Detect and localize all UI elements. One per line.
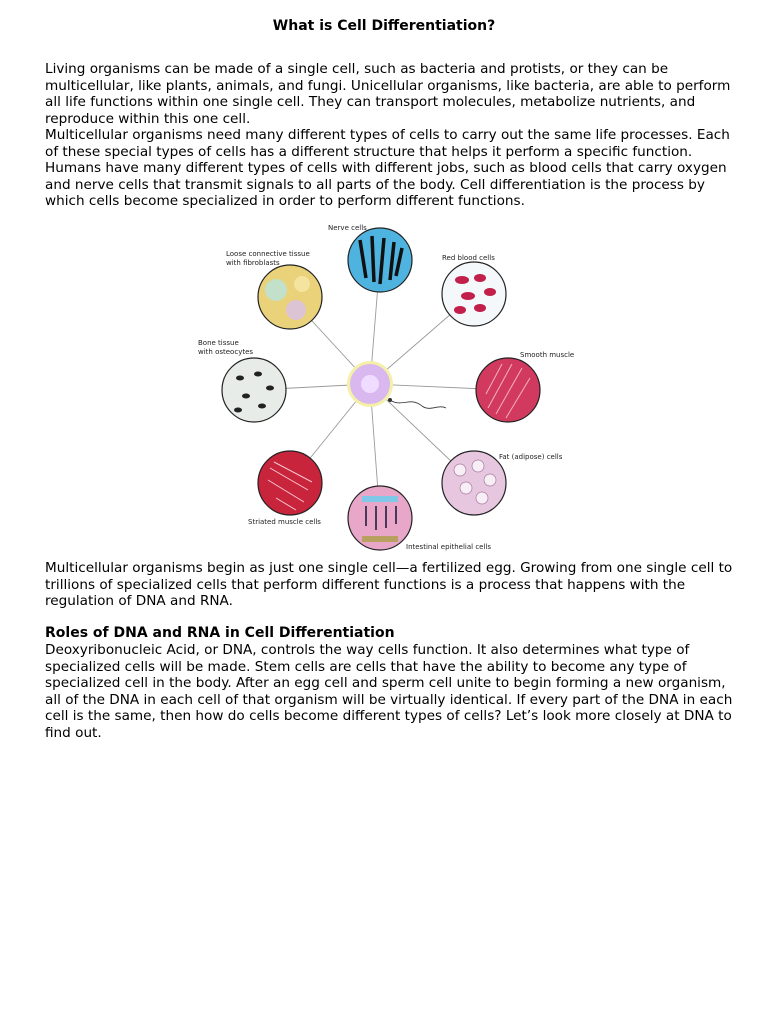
fat-cells-node bbox=[442, 451, 506, 515]
page-title: What is Cell Differentiation? bbox=[272, 18, 496, 34]
cell-differentiation-diagram bbox=[190, 218, 590, 558]
fertilized-egg bbox=[347, 361, 446, 408]
smooth-muscle-node bbox=[476, 358, 540, 422]
section-heading-dna-rna: Roles of DNA and RNA in Cell Differentiation bbox=[45, 625, 395, 641]
nerve-cells-node bbox=[348, 228, 412, 292]
label-loose-tissue-2: with fibroblasts bbox=[226, 259, 280, 267]
paragraph-organisms: Living organisms can be made of a single cell, such as bacteria and protists, or they can be multicellular, like plants, animals, and fungi. Unicellular organisms, like bacteria, are able to perform all life functions within one single cell. They can transport molecules, metabolize nutrients, and reproduce within this one cell. bbox=[45, 61, 731, 127]
label-loose-tissue-1: Loose connective tissue bbox=[226, 250, 310, 258]
sperm-tail bbox=[390, 400, 446, 408]
label-red-blood-cells: Red blood cells bbox=[442, 254, 495, 262]
intro-section bbox=[45, 61, 735, 210]
label-nerve-cells: Nerve cells bbox=[328, 224, 367, 232]
loose-connective-tissue-node bbox=[258, 265, 322, 329]
label-fat-cells: Fat (adipose) cells bbox=[499, 453, 563, 461]
intestinal-epithelial-node bbox=[348, 486, 412, 550]
paragraph-multicellular: Multicellular organisms need many different types of cells to carry out the same life processes. Each of these special types of cells has a different structure that helps it perform a specific function. Humans have many different types of cells with different jobs, such as blood cells that carry oxygen and nerve cells that transmit signals to all parts of the body. Cell differentiation is the process by which cells become specialized in order to perform different functions. bbox=[45, 127, 730, 209]
label-smooth-muscle: Smooth muscle bbox=[520, 351, 575, 359]
paragraph-dna: Deoxyribonucleic Acid, or DNA, controls the way cells function. It also determines what type of specialized cells will be made. Stem cells are cells that have the ability to become any type of specialized cell in the body. After an egg cell and sperm cell unite to begin forming a new organism, all of the DNA in each cell of that organism will be virtually identical. If every part of the DNA in each cell is the same, then how do cells become different types of cells? Let’s look more closely at DNA to find out. bbox=[45, 642, 733, 741]
red-blood-cells-node bbox=[442, 262, 506, 326]
label-striated-muscle: Striated muscle cells bbox=[248, 518, 321, 526]
label-intestinal-cells: Intestinal epithelial cells bbox=[406, 543, 492, 551]
bone-tissue-node bbox=[222, 358, 286, 422]
striated-muscle-node bbox=[258, 451, 322, 515]
label-bone-tissue-2: with osteocytes bbox=[198, 348, 254, 356]
dna-section bbox=[45, 642, 735, 741]
label-bone-tissue-1: Bone tissue bbox=[198, 339, 239, 347]
growth-section bbox=[45, 560, 735, 610]
paragraph-fertilized-egg: Multicellular organisms begin as just one single cell—a fertilized egg. Growing from one single cell to trillions of specialized cells that perform different functions is a process that happens with the regulation of DNA and RNA. bbox=[45, 560, 733, 609]
